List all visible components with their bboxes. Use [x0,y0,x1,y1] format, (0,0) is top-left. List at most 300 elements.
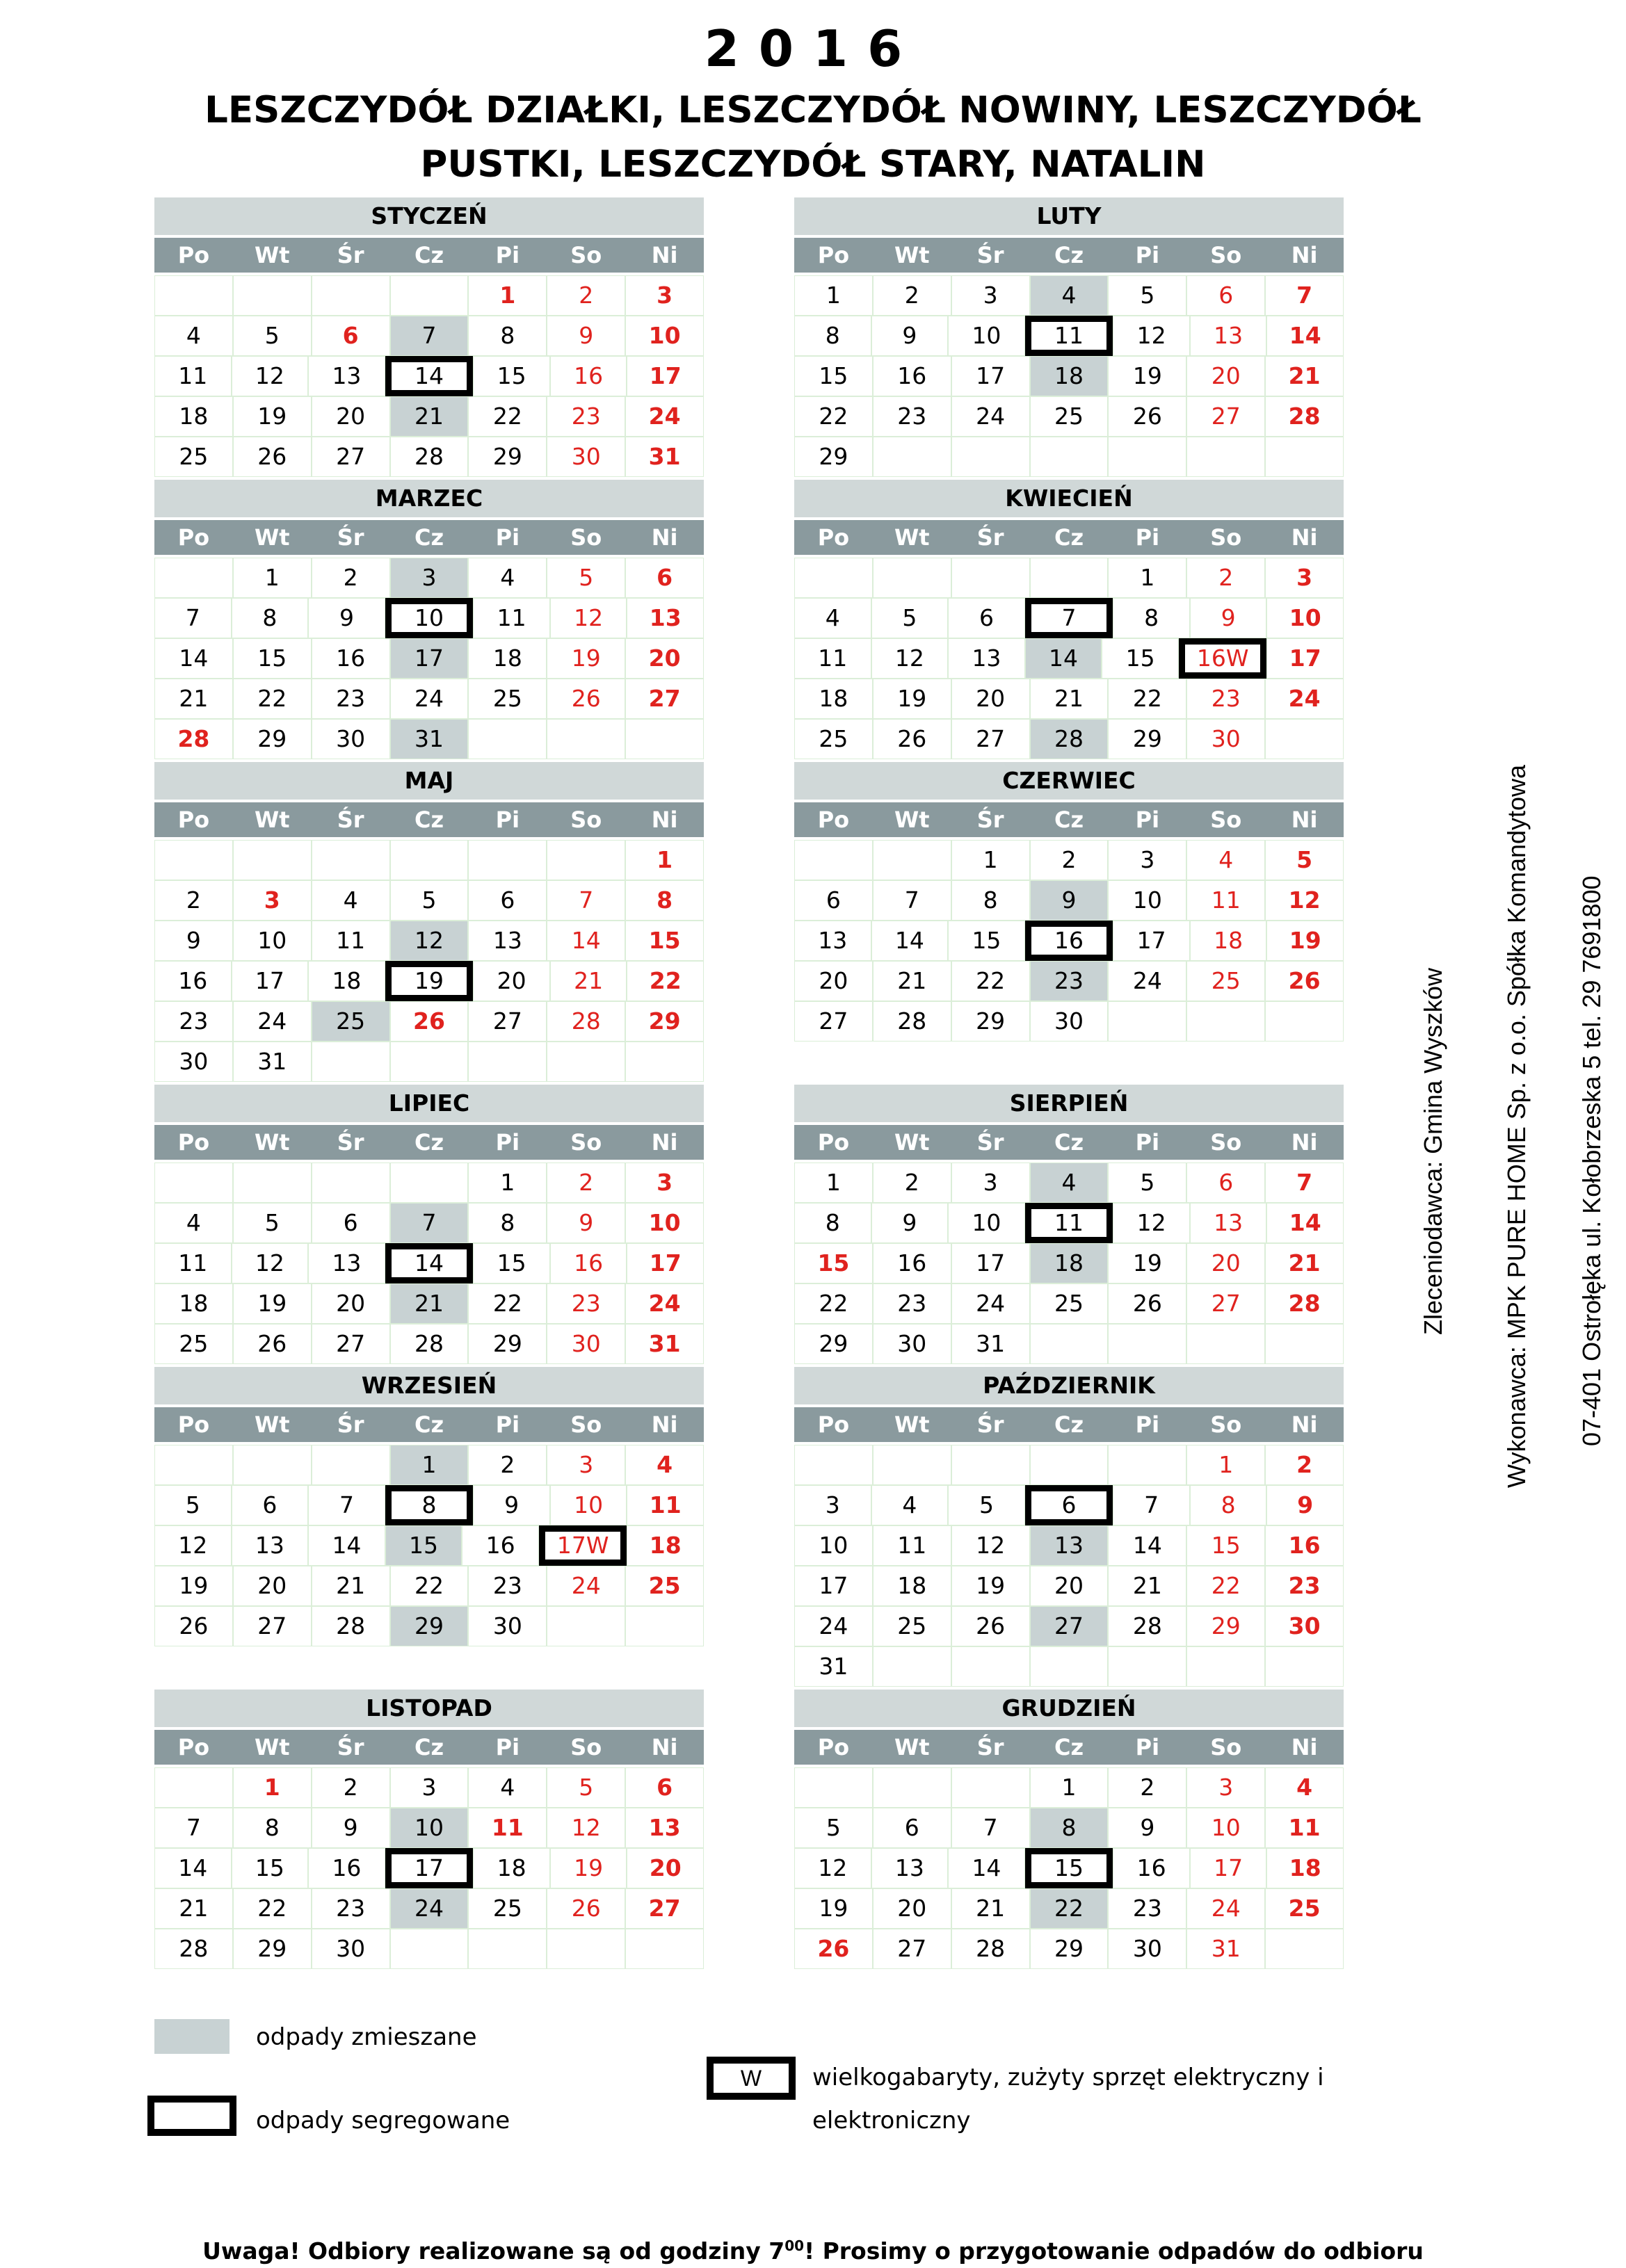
weekday-label: Wt [894,1734,930,1760]
empty-cell [794,1767,873,1808]
empty-cell [1108,437,1186,477]
week-row [154,1767,704,1808]
day-cell: 3 [794,1485,871,1525]
week-row [154,921,704,961]
day-cell: 1 [1108,558,1186,598]
day-cell: 12 [550,598,627,638]
day-cell: 2 [312,1767,390,1808]
month-name: PAŹDZIERNIK [794,1367,1344,1404]
day-cell: 6 [1186,275,1265,316]
day-cell-segregated-waste: 15 [1025,1848,1113,1888]
week-row [154,1485,704,1525]
empty-cell [233,1163,312,1203]
day-cell: 3 [951,1163,1030,1203]
day-cell: 2 [873,1163,951,1203]
day-cell: 17 [1266,638,1344,679]
day-cell: 30 [154,1042,233,1082]
empty-cell [468,719,547,759]
day-cell: 1 [1030,1767,1109,1808]
day-cell-mixed-waste: 27 [1030,1606,1109,1646]
day-cell-mixed-waste: 10 [390,1808,469,1848]
weekday-label: Cz [414,1734,444,1760]
day-cell: 7 [1265,1163,1344,1203]
day-cell: 25 [1030,1283,1109,1324]
day-cell-mixed-waste: 25 [312,1001,390,1042]
weekday-label: So [1210,807,1242,833]
weekday-label: Po [177,1734,210,1760]
day-cell-mixed-waste: 17 [390,638,469,679]
weekday-label: So [570,524,602,551]
empty-cell [154,1445,233,1485]
day-cell: 15 [948,921,1025,961]
weekday-header [154,802,704,837]
day-cell: 2 [154,880,233,921]
empty-cell [390,1929,469,1969]
day-cell: 25 [873,1606,951,1646]
month-block [794,1085,1344,1364]
day-cell: 22 [951,961,1030,1001]
day-cell: 10 [550,1485,627,1525]
empty-cell [154,840,233,880]
day-cell: 4 [468,558,547,598]
day-cell: 20 [312,396,390,437]
day-cell: 4 [468,1767,547,1808]
day-cell: 31 [951,1324,1030,1364]
footer-notice [0,2237,1626,2265]
day-cell: 1 [233,558,312,598]
day-cell: 12 [951,1525,1030,1566]
day-cell: 7 [154,1808,233,1848]
weekday-label: Pi [495,524,520,551]
empty-cell [951,1767,1030,1808]
locality-title-line2: PUSTKI, LESZCZYDÓŁ STARY, NATALIN [420,143,1206,186]
empty-cell [312,1042,390,1082]
week-row [794,1606,1344,1646]
day-cell: 23 [873,396,951,437]
day-cell-mixed-waste: 12 [390,921,469,961]
day-cell: 17 [1190,1848,1267,1888]
day-cell: 21 [1030,679,1109,719]
day-cell: 16 [873,356,951,396]
day-cell: 8 [625,880,704,921]
day-cell: 17 [627,1243,704,1283]
day-cell: 9 [1190,598,1267,638]
weekday-label: So [570,242,602,268]
day-cell: 9 [1266,1485,1344,1525]
day-cell: 4 [154,316,233,356]
empty-cell [154,275,233,316]
weekday-header [154,238,704,273]
weekday-label: Śr [337,1734,364,1760]
day-cell: 20 [625,638,704,679]
week-row [154,1445,704,1485]
day-cell: 28 [390,437,469,477]
weekday-label: Ni [1291,1734,1318,1760]
day-cell: 18 [468,638,547,679]
day-cell: 30 [1030,1001,1109,1042]
day-cell: 11 [312,921,390,961]
day-cell: 24 [1108,961,1186,1001]
day-cell: 13 [794,921,871,961]
day-cell: 23 [547,1283,625,1324]
week-row [154,638,704,679]
day-cell-segregated-waste: 8 [385,1485,474,1525]
legend-mixed-label: odpady zmieszane [256,2023,477,2051]
day-cell: 26 [1108,396,1186,437]
weekday-header [154,1125,704,1160]
day-cell: 21 [1265,356,1344,396]
month-name: KWIECIEŃ [794,480,1344,517]
day-cell: 26 [154,1606,233,1646]
day-cell: 19 [1108,356,1186,396]
empty-cell [625,1042,704,1082]
day-cell: 2 [547,1163,625,1203]
empty-cell [1030,437,1109,477]
day-cell: 16 [1113,1848,1190,1888]
day-cell: 25 [154,1324,233,1364]
day-cell: 11 [154,356,232,396]
weekday-label: Śr [976,1734,1004,1760]
day-cell: 27 [312,1324,390,1364]
empty-cell [1108,1646,1186,1687]
day-cell: 20 [1186,1243,1265,1283]
day-cell: 4 [1186,840,1265,880]
empty-cell [794,1445,873,1485]
empty-cell [1265,1001,1344,1042]
day-cell: 23 [312,679,390,719]
weekday-label: Pi [1135,807,1160,833]
day-cell: 6 [232,1485,309,1525]
day-cell: 3 [625,1163,704,1203]
weekday-label: So [1210,1734,1242,1760]
weekday-label: Cz [1054,1129,1084,1156]
weekday-label: Cz [1054,1734,1084,1760]
weekday-label: Cz [1054,524,1084,551]
weekday-label: Cz [414,242,444,268]
day-cell: 30 [468,1606,547,1646]
week-row [794,880,1344,921]
empty-cell [233,1445,312,1485]
week-row [794,921,1344,961]
day-cell: 28 [951,1929,1030,1969]
day-cell: 10 [794,1525,873,1566]
week-row [794,1445,1344,1485]
week-row [154,1042,704,1082]
weekday-label: Wt [254,1411,290,1438]
weekday-header [154,1407,704,1442]
weekday-label: Pi [1135,242,1160,268]
day-cell: 28 [154,719,233,759]
day-cell-mixed-waste: 29 [390,1606,469,1646]
day-cell: 10 [625,316,704,356]
day-cell: 14 [1266,316,1344,356]
week-row [794,1485,1344,1525]
weekday-label: Ni [1291,242,1318,268]
day-cell: 22 [233,1888,312,1929]
day-cell: 25 [794,719,873,759]
day-cell: 5 [871,598,949,638]
day-cell: 20 [1186,356,1265,396]
day-cell: 17 [627,356,704,396]
day-cell: 29 [468,1324,547,1364]
day-cell: 24 [951,396,1030,437]
day-cell: 3 [390,1767,469,1808]
day-cell: 11 [473,598,550,638]
locality-title-line1: LESZCZYDÓŁ DZIAŁKI, LESZCZYDÓŁ NOWINY, LESZCZYDÓŁ [204,89,1422,131]
empty-cell [547,1042,625,1082]
day-cell: 16 [873,1243,951,1283]
day-cell: 10 [1266,598,1344,638]
weekday-label: Ni [1291,524,1318,551]
month-block [794,1690,1344,1969]
empty-cell [1108,1324,1186,1364]
day-cell: 10 [948,316,1025,356]
day-cell-mixed-waste: 21 [390,396,469,437]
week-row [794,1646,1344,1687]
day-cell: 26 [547,679,625,719]
day-cell: 28 [390,1324,469,1364]
day-cell: 30 [873,1324,951,1364]
day-cell: 17 [794,1566,873,1606]
day-cell: 22 [390,1566,469,1606]
empty-cell [547,840,625,880]
day-cell: 14 [1266,1203,1344,1243]
weekday-label: Pi [495,1129,520,1156]
day-cell: 19 [873,679,951,719]
day-cell: 4 [871,1485,949,1525]
day-cell: 17 [951,1243,1030,1283]
day-cell: 22 [627,961,704,1001]
day-cell: 18 [154,1283,233,1324]
day-cell: 28 [1108,1606,1186,1646]
month-block [154,480,704,759]
week-row [794,638,1344,679]
week-row [794,558,1344,598]
day-cell: 11 [794,638,871,679]
day-cell: 15 [625,921,704,961]
day-cell: 1 [468,275,547,316]
day-cell-mixed-waste: 21 [390,1283,469,1324]
weekday-label: Pi [1135,1129,1160,1156]
day-cell: 26 [951,1606,1030,1646]
day-cell: 5 [948,1485,1025,1525]
legend-bulky-label-line2: elektroniczny [812,2107,971,2135]
day-cell-segregated-waste: 14 [385,1243,474,1283]
weekday-label: Ni [651,807,678,833]
day-cell-mixed-waste: 7 [390,1203,469,1243]
weekday-label: Śr [976,807,1004,833]
day-cell-bulky-waste: 17W [539,1525,627,1566]
day-cell: 1 [794,1163,873,1203]
day-cell: 22 [1186,1566,1265,1606]
day-cell: 5 [794,1808,873,1848]
day-cell: 23 [154,1001,233,1042]
day-cell-mixed-waste: 7 [390,316,469,356]
weekday-label: Cz [1054,807,1084,833]
week-row [154,1283,704,1324]
day-cell-mixed-waste: 28 [1030,719,1109,759]
day-cell: 8 [1113,598,1190,638]
day-cell: 4 [312,880,390,921]
week-row [794,961,1344,1001]
day-cell: 9 [154,921,233,961]
day-cell: 19 [547,638,625,679]
day-cell: 20 [627,1848,704,1888]
legend-mixed-swatch [154,2019,230,2054]
month-name: LIPIEC [154,1085,704,1122]
weekday-label: Wt [254,524,290,551]
week-row [154,679,704,719]
day-cell: 26 [1265,961,1344,1001]
weekday-label: Śr [976,1411,1004,1438]
day-cell: 13 [871,1848,949,1888]
day-cell-segregated-waste: 16 [1025,921,1113,961]
day-cell-mixed-waste: 4 [1030,275,1109,316]
day-cell-segregated-waste: 17 [385,1848,474,1888]
day-cell: 19 [154,1566,233,1606]
day-cell: 16 [312,638,390,679]
day-cell-segregated-waste: 19 [385,961,474,1001]
day-cell: 6 [794,880,873,921]
day-cell: 22 [233,679,312,719]
week-row [154,961,704,1001]
day-cell: 25 [1030,396,1109,437]
empty-cell [1265,1646,1344,1687]
month-name: SIERPIEŃ [794,1085,1344,1122]
day-cell: 29 [233,719,312,759]
day-cell: 3 [1265,558,1344,598]
weekday-label: Śr [976,524,1004,551]
day-cell-mixed-waste: 13 [1030,1525,1109,1566]
day-cell: 9 [871,316,949,356]
day-cell: 9 [547,316,625,356]
day-cell: 30 [1108,1929,1186,1969]
legend-segregated-label: odpady segregowane [256,2107,510,2135]
day-cell: 19 [1266,921,1344,961]
day-cell: 27 [233,1606,312,1646]
day-cell-mixed-waste: 9 [1030,880,1109,921]
day-cell-mixed-waste: 18 [1030,1243,1109,1283]
day-cell: 17 [1113,921,1190,961]
day-cell: 3 [1186,1767,1265,1808]
day-cell: 14 [1108,1525,1186,1566]
day-cell: 9 [473,1485,550,1525]
day-cell: 6 [625,1767,704,1808]
day-cell: 21 [154,1888,233,1929]
month-name: GRUDZIEŃ [794,1690,1344,1727]
day-cell: 27 [873,1929,951,1969]
week-row [794,275,1344,316]
week-row [154,316,704,356]
empty-cell [1265,719,1344,759]
day-cell: 9 [1108,1808,1186,1848]
month-block [794,197,1344,477]
day-cell: 24 [390,679,469,719]
day-cell: 8 [468,1203,547,1243]
day-cell: 27 [468,1001,547,1042]
week-row [794,1848,1344,1888]
day-cell: 20 [233,1566,312,1606]
weekday-label: Śr [337,524,364,551]
month-name: STYCZEŃ [154,197,704,235]
day-cell: 31 [794,1646,873,1687]
day-cell: 13 [627,598,704,638]
weekday-label: Wt [254,807,290,833]
week-row [794,1888,1344,1929]
day-cell: 21 [550,961,627,1001]
day-cell: 7 [951,1808,1030,1848]
day-cell: 15 [1186,1525,1265,1566]
day-cell: 31 [625,437,704,477]
day-cell: 13 [948,638,1025,679]
day-cell: 15 [473,356,550,396]
week-row [794,316,1344,356]
weekday-label: Pi [495,242,520,268]
day-cell-mixed-waste: 8 [1030,1808,1109,1848]
day-cell: 6 [468,880,547,921]
empty-cell [1030,1646,1109,1687]
day-cell: 14 [871,921,949,961]
empty-cell [547,1929,625,1969]
day-cell: 30 [547,437,625,477]
empty-cell [233,840,312,880]
day-cell: 27 [1186,1283,1265,1324]
day-cell: 19 [951,1566,1030,1606]
weekday-label: Pi [1135,1411,1160,1438]
day-cell: 15 [473,1243,550,1283]
day-cell: 1 [468,1163,547,1203]
day-cell: 12 [794,1848,871,1888]
day-cell: 13 [625,1808,704,1848]
weekday-label: Cz [414,1129,444,1156]
day-cell: 5 [154,1485,232,1525]
weekday-header [794,1125,1344,1160]
day-cell: 12 [154,1525,232,1566]
day-cell: 18 [154,396,233,437]
weekday-label: Ni [651,242,678,268]
day-cell: 25 [1186,961,1265,1001]
day-cell: 1 [794,275,873,316]
week-row [794,1001,1344,1042]
day-cell: 12 [232,356,309,396]
day-cell: 4 [794,598,871,638]
day-cell: 6 [625,558,704,598]
weekday-label: Ni [1291,1129,1318,1156]
day-cell: 23 [1108,1888,1186,1929]
day-cell: 29 [794,1324,873,1364]
weekday-label: Po [817,242,850,268]
day-cell: 29 [468,437,547,477]
weekday-label: So [1210,242,1242,268]
month-name: CZERWIEC [794,762,1344,800]
day-cell: 29 [625,1001,704,1042]
week-row [154,1163,704,1203]
weekday-label: Pi [495,1411,520,1438]
day-cell-mixed-waste: 4 [1030,1163,1109,1203]
day-cell: 27 [625,1888,704,1929]
day-cell: 12 [1113,316,1190,356]
side-text-contractor: Wykonawca: MPK PURE HOME Sp. z o.o. Spółka Komandytowa [1502,764,1531,1488]
weekday-label: Pi [1135,524,1160,551]
day-cell: 3 [1108,840,1186,880]
day-cell: 9 [547,1203,625,1243]
month-block [794,1367,1344,1687]
day-cell: 11 [468,1808,547,1848]
week-row [154,275,704,316]
footer-superscript: 00 [784,2237,805,2254]
day-cell: 6 [873,1808,951,1848]
day-cell: 23 [1186,679,1265,719]
